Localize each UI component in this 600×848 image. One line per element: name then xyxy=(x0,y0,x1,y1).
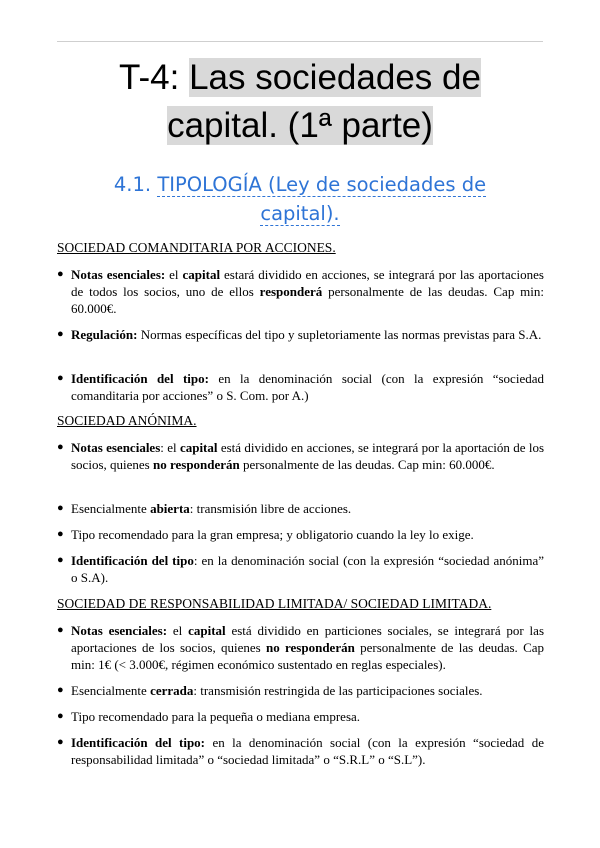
item-label: Regulación: xyxy=(71,327,138,342)
bullet-icon: ● xyxy=(57,528,64,540)
section-heading-comanditaria: SOCIEDAD COMANDITARIA POR ACCIONES. xyxy=(57,240,336,255)
item-text: : el xyxy=(160,440,180,455)
list-item xyxy=(57,682,544,699)
subtitle-text-line1: TIPOLOGÍA (Ley de sociedades de xyxy=(157,173,487,196)
item-emphasis: responderá xyxy=(259,284,323,299)
section-heading-limitada: SOCIEDAD DE RESPONSABILIDAD LIMITADA/ SOCIEDAD LIMITADA. xyxy=(57,596,492,611)
item-text: personalmente de las deudas. Cap min: 60.000€. xyxy=(239,457,495,472)
title-highlight-line1: Las sociedades de xyxy=(189,58,481,97)
item-emphasis: abierta xyxy=(150,501,190,516)
item-text: personalmente de las deudas. Cap min: 1€ (< 3.000€, régimen económico sustentado en reglas especiales). xyxy=(71,640,545,672)
list-item xyxy=(57,326,544,343)
list-item xyxy=(57,708,544,725)
item-label: Identificación del tipo: xyxy=(71,735,206,750)
subtitle-text-line2: capital). xyxy=(260,202,340,225)
bullet-icon: ● xyxy=(57,684,64,696)
subtitle-number: 4.1. xyxy=(113,173,158,196)
bullet-icon: ● xyxy=(57,736,64,748)
item-emphasis: no responderán xyxy=(265,640,355,655)
bullet-icon: ● xyxy=(57,372,64,384)
bullet-icon: ● xyxy=(57,502,64,514)
bullet-icon: ● xyxy=(57,554,64,566)
list-item xyxy=(57,526,544,543)
bullet-icon: ● xyxy=(57,710,64,722)
item-emphasis: capital xyxy=(188,623,226,638)
page-title xyxy=(57,54,543,150)
section-heading-anonima: SOCIEDAD ANÓNIMA. xyxy=(57,413,197,428)
section-subtitle xyxy=(57,170,543,228)
item-emphasis: capital xyxy=(182,267,221,282)
item-text: Tipo recomendado para la pequeña o mediana empresa. xyxy=(71,709,361,724)
item-text: está dividido en acciones, se integrará por la aportación de los socios, quienes xyxy=(71,440,544,472)
item-text: el xyxy=(165,267,183,282)
item-text: Esencialmente xyxy=(71,501,151,516)
bullet-icon: ● xyxy=(57,328,64,340)
item-text: estará dividido en acciones, se integrará por las aportaciones de todos los socios, uno de ellos xyxy=(71,267,544,299)
list-item xyxy=(57,500,544,517)
item-text: Tipo recomendado para la gran empresa; y obligatorio cuando la ley lo exige. xyxy=(71,527,474,542)
item-emphasis: cerrada xyxy=(150,683,194,698)
item-emphasis: capital xyxy=(179,440,218,455)
list-item xyxy=(57,439,544,473)
item-text: : transmisión restringida de las participaciones sociales. xyxy=(193,683,483,698)
item-label: Identificación del tipo xyxy=(71,553,194,568)
title-prefix: T-4: xyxy=(119,58,190,97)
list-item xyxy=(57,370,544,404)
bullet-icon: ● xyxy=(57,268,64,280)
item-label: Notas esenciales: xyxy=(71,267,166,282)
item-text: en la denominación social (con la expresión “sociedad de responsabilidad limitada” o “sociedad limitada” o “S.R.L” o “S.L”). xyxy=(71,735,544,767)
item-text: Esencialmente xyxy=(71,683,151,698)
bullet-icon: ● xyxy=(57,441,64,453)
list-item xyxy=(57,622,545,673)
item-label: Identificación del tipo: xyxy=(71,371,209,386)
item-text: Normas específicas del tipo y supletoriamente las normas previstas para S.A. xyxy=(137,327,542,342)
bullet-icon: ● xyxy=(57,624,64,636)
item-text: : en la denominación social (con la expresión “sociedad anónima” o S.A). xyxy=(71,553,544,585)
item-label: Notas esenciales xyxy=(71,440,161,455)
list-item xyxy=(57,552,544,586)
item-label: Notas esenciales: xyxy=(71,623,168,638)
top-divider xyxy=(57,41,543,42)
item-text: : transmisión libre de acciones. xyxy=(189,501,352,516)
item-emphasis: no responderán xyxy=(152,457,240,472)
title-highlight-line2: capital. (1ª parte) xyxy=(167,106,433,145)
item-text: está dividido en particiones sociales, se integrará por las aportaciones de los socios, quienes xyxy=(71,623,545,655)
item-text: en la denominación social (con la expresión “sociedad comanditaria por acciones” o S. Com. por A.) xyxy=(71,371,544,403)
item-text: el xyxy=(167,623,189,638)
item-text: personalmente de las deudas. Cap min: 60.000€. xyxy=(71,284,545,316)
list-item xyxy=(57,266,545,317)
list-item xyxy=(57,734,544,768)
